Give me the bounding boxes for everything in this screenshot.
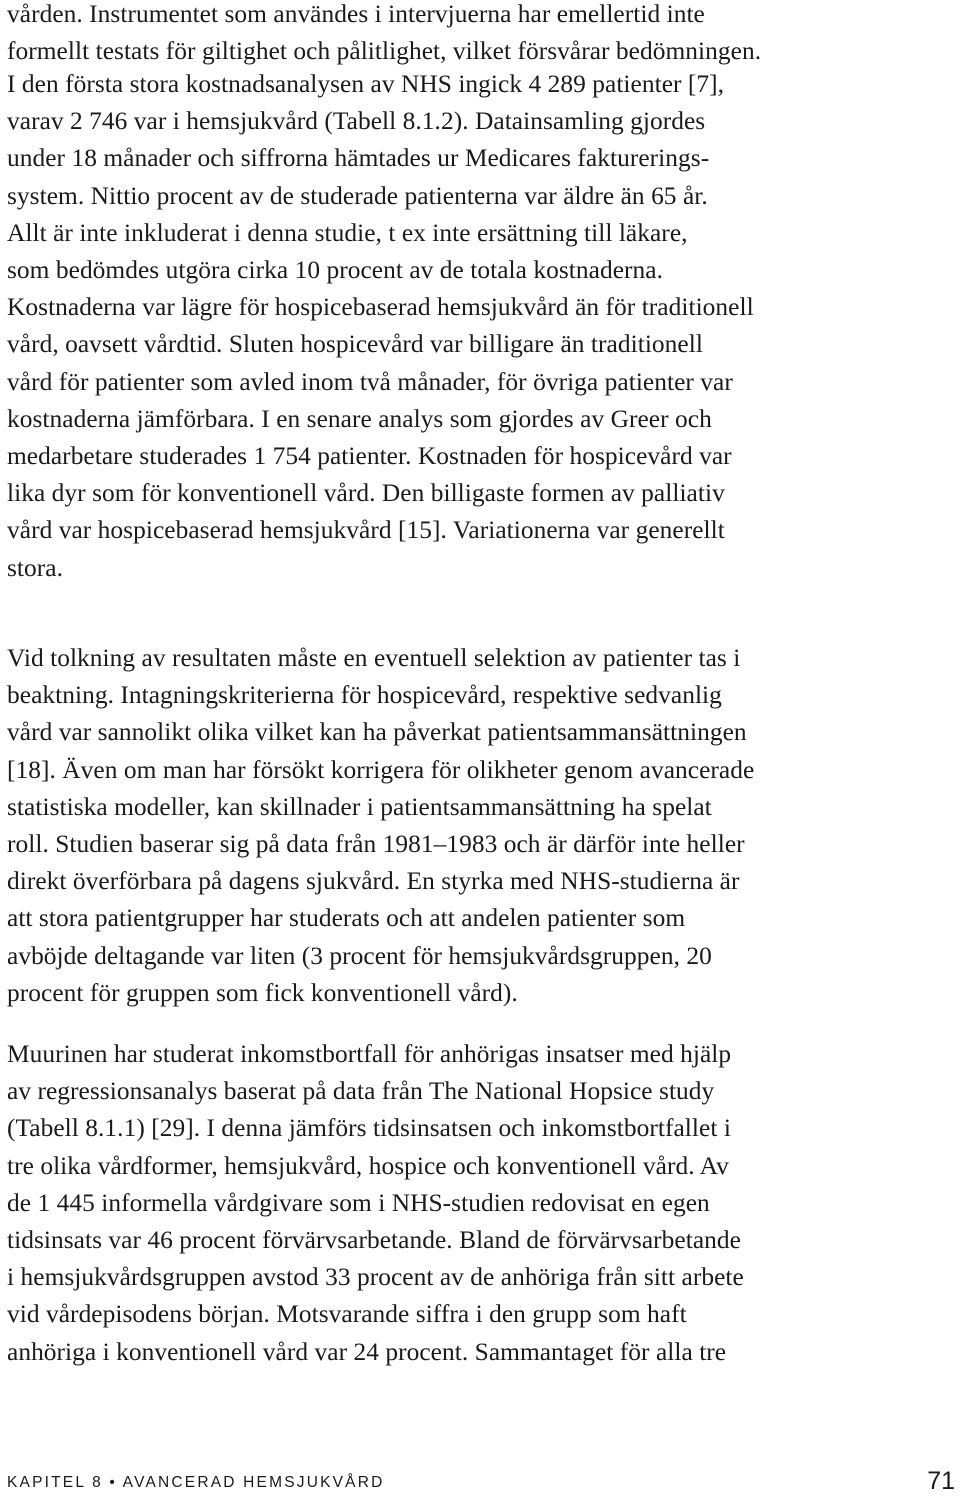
text-line: vård var hospicebaserad hemsjukvård [15]. Variationerna var generellt xyxy=(7,516,725,545)
text-line: vid vårdepisodens början. Motsvarande siffra i den grupp som haft xyxy=(7,1300,687,1329)
text-line: att stora patientgrupper har studerats och att andelen patienter som xyxy=(7,904,686,933)
text-line: beaktning. Intagningskriterierna för hospicevård, respektive sedvanlig xyxy=(7,681,722,710)
text-line: avböjde deltagande var liten (3 procent för hemsjukvårdsgruppen, 20 xyxy=(7,941,712,970)
text-line: under 18 månader och siffrorna hämtades ur Medicares fakturerings- xyxy=(7,144,710,173)
text-line: [18]. Även om man har försökt korrigera för olikheter genom avancerade xyxy=(7,755,755,784)
text-line: lika dyr som för konventionell vård. Den billigaste formen av palliativ xyxy=(7,479,725,508)
text-line: statistiska modeller, kan skillnader i patientsammansättning ha spelat xyxy=(7,792,712,821)
text-line: formellt testats för giltighet och pålitlighet, vilket försvårar bedömningen. xyxy=(7,37,762,66)
text-line: roll. Studien baserar sig på data från 1981–1983 och är därför inte heller xyxy=(7,830,745,859)
text-line: tidsinsats var 46 procent förvärvsarbetande. Bland de förvärvsarbetande xyxy=(7,1226,741,1255)
text-line: anhöriga i konventionell vård var 24 procent. Sammantaget för alla tre xyxy=(7,1337,727,1366)
text-line: Allt är inte inkluderat i denna studie, t ex inte ersättning till läkare, xyxy=(7,218,688,247)
text-line: av regressionsanalys baserat på data från The National Hopsice study xyxy=(7,1077,715,1106)
page-number: 71 xyxy=(927,1467,955,1495)
text-line: procent för gruppen som fick konventionell vård). xyxy=(7,978,518,1007)
paragraph-3 xyxy=(7,640,947,1012)
text-line: vård var sannolikt olika vilket kan ha påverkat patientsammansättningen xyxy=(7,718,747,747)
running-head: KAPITEL 8 • AVANCERAD HEMSJUKVÅRD xyxy=(7,1474,385,1491)
text-line: system. Nittio procent av de studerade patienterna var äldre än 65 år. xyxy=(7,181,708,210)
text-line: vård för patienter som avled inom två månader, för övriga patienter var xyxy=(7,367,733,396)
text-line: varav 2 746 var i hemsjukvård (Tabell 8.1.2). Datainsamling gjordes xyxy=(7,107,706,136)
text-line: (Tabell 8.1.1) [29]. I denna jämförs tidsinsatsen och inkomstbortfallet i xyxy=(7,1114,731,1143)
text-line: vård, oavsett vårdtid. Sluten hospicevård var billigare än traditionell xyxy=(7,330,703,359)
text-line: Vid tolkning av resultaten måste en eventuell selektion av patienter tas i xyxy=(7,644,741,672)
paragraph-4 xyxy=(7,1036,947,1371)
text-line: Kostnaderna var lägre för hospicebaserad hemsjukvård än för traditionell xyxy=(7,293,754,322)
text-line: direkt överförbara på dagens sjukvård. En styrka med NHS-studierna är xyxy=(7,867,740,896)
text-line: I den första stora kostnadsanalysen av NHS ingick 4 289 patienter [7], xyxy=(7,70,725,98)
text-line: stora. xyxy=(7,553,64,582)
page-footer xyxy=(7,1467,955,1501)
text-line: kostnaderna jämförbara. I en senare analys som gjordes av Greer och xyxy=(7,404,712,433)
text-line: Muurinen har studerat inkomstbortfall för anhörigas insatser med hjälp xyxy=(7,1040,732,1068)
text-line: som bedömdes utgöra cirka 10 procent av de totala kostnaderna. xyxy=(7,256,663,285)
text-line: de 1 445 informella vårdgivare som i NHS-studien redovisat en egen xyxy=(7,1188,710,1217)
text-line: tre olika vårdformer, hemsjukvård, hospice och konventionell vård. Av xyxy=(7,1151,729,1180)
paragraph-2 xyxy=(7,66,947,587)
text-line: vården. Instrumentet som användes i intervjuerna har emellertid inte xyxy=(7,0,705,28)
text-line: i hemsjukvårdsgruppen avstod 33 procent av de anhöriga från sitt arbete xyxy=(7,1263,744,1292)
text-line: medarbetare studerades 1 754 patienter. Kostnaden för hospicevård var xyxy=(7,442,732,471)
paragraph-1 xyxy=(7,0,947,70)
